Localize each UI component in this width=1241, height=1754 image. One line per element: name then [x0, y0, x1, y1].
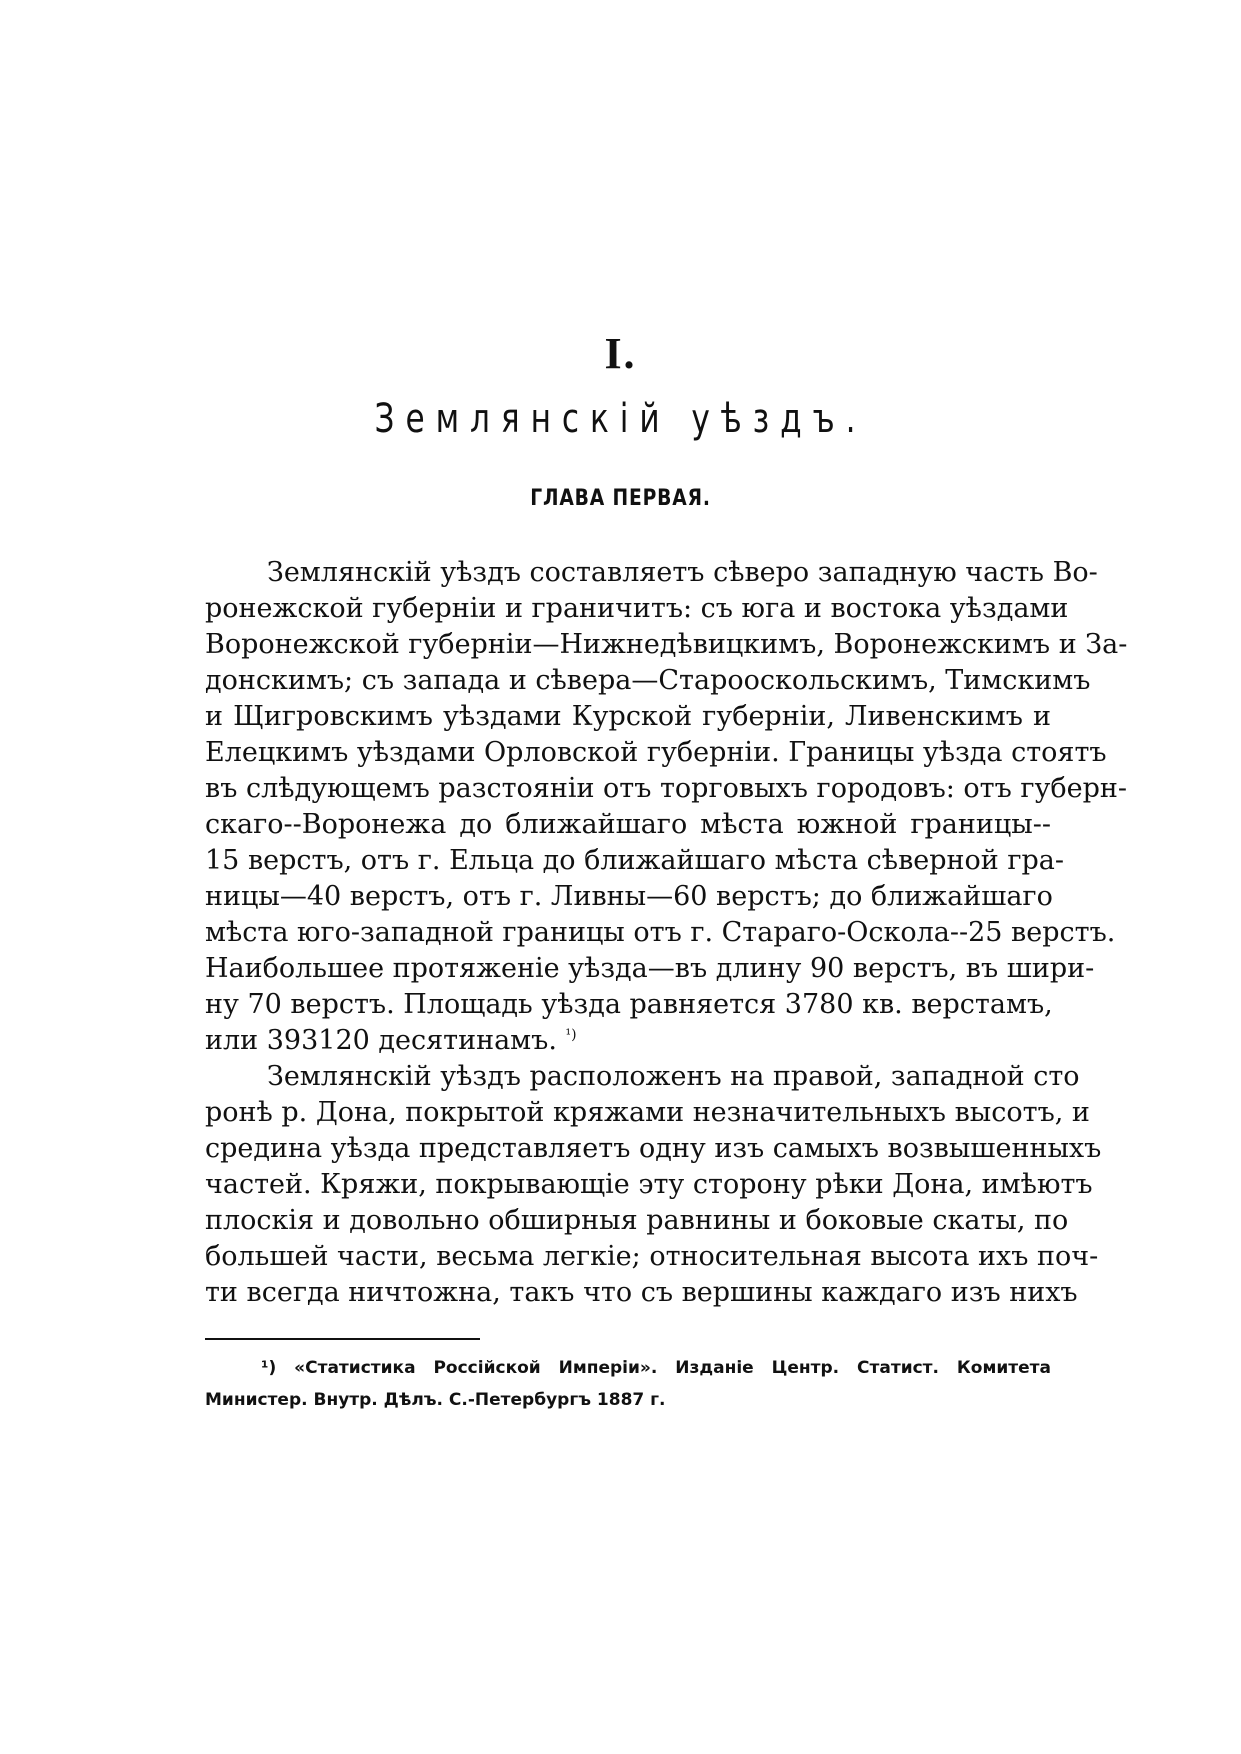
text-line: ронежской губерніи и граничитъ: съ юга и востока уѣздами — [205, 593, 1069, 624]
footnote — [205, 1352, 1051, 1416]
text-line: ронѣ р. Дона, покрытой кряжами незначительныхъ высотъ, и — [205, 1097, 1090, 1128]
text-line: Елецкимъ уѣздами Орловской губерніи. Границы уѣзда стоятъ — [205, 737, 1107, 768]
text-line: Землянскій уѣздъ составляетъ сѣверо западную часть Во- — [267, 557, 1098, 588]
section-title: Землянскій уѣздъ. — [374, 396, 867, 442]
footnote-marker: ¹) — [261, 1358, 277, 1378]
section-number: I. — [604, 329, 637, 378]
chapter-heading: ГЛАВА ПЕРВАЯ. — [530, 486, 711, 511]
footnote-line — [205, 1352, 1051, 1384]
footnote-divider — [205, 1338, 480, 1340]
text-line: частей. Кряжи, покрывающіе эту сторону рѣки Дона, имѣютъ — [205, 1169, 1093, 1200]
text-line: ти всегда ничтожна, такъ что съ вершины каждаго изъ нихъ — [205, 1277, 1078, 1308]
text-line-content: или 393120 десятинамъ. — [205, 1025, 557, 1056]
text-line: Землянскій уѣздъ расположенъ на правой, западной сто — [267, 1061, 1080, 1092]
text-line: ницы—40 верстъ, отъ г. Ливны—60 верстъ; до ближайшаго — [205, 881, 1053, 912]
text-line: скаго--Воронежа до ближайшаго мѣста южной границы-- — [205, 809, 1051, 840]
text-line: и Щигровскимъ уѣздами Курской губерніи, Ливенскимъ и — [205, 701, 1051, 732]
text-line: средина уѣзда представляетъ одну изъ самыхъ возвышенныхъ — [205, 1133, 1102, 1164]
footnote-line: Министер. Внутр. Дѣлъ. С.-Петербургъ 1887 г. — [205, 1390, 666, 1410]
text-line: большей части, весьма легкіе; относительная высота ихъ поч- — [205, 1241, 1099, 1272]
text-line: донскимъ; съ запада и сѣвера—Старооскольскимъ, Тимскимъ — [205, 665, 1091, 696]
footnote-text: «Статистика Россійской Имперіи». Изданіе Центр. Статист. Комитета — [294, 1358, 1051, 1378]
text-line: ну 70 верстъ. Площадь уѣзда равняется 3780 кв. верстамъ, — [205, 989, 1053, 1020]
footnote-reference[interactable]: ¹) — [565, 1027, 577, 1043]
text-line: Воронежской губерніи—Нижнедѣвицкимъ, Воронежскимъ и За- — [205, 629, 1128, 660]
text-line: въ слѣдующемъ разстояніи отъ торговыхъ городовъ: отъ губерн- — [205, 773, 1128, 804]
text-line: Наибольшее протяженіе уѣзда—въ длину 90 верстъ, въ шири- — [205, 953, 1095, 984]
text-line: 15 верстъ, отъ г. Ельца до ближайшаго мѣста сѣверной гра- — [205, 845, 1065, 876]
body-text — [205, 555, 1128, 1311]
text-line: мѣста юго-западной границы отъ г. Стараго-Оскола--25 верстъ. — [205, 917, 1116, 948]
text-line-last — [205, 1023, 1051, 1059]
text-line: плоскія и довольно обширныя равнины и боковые скаты, по — [205, 1205, 1069, 1236]
